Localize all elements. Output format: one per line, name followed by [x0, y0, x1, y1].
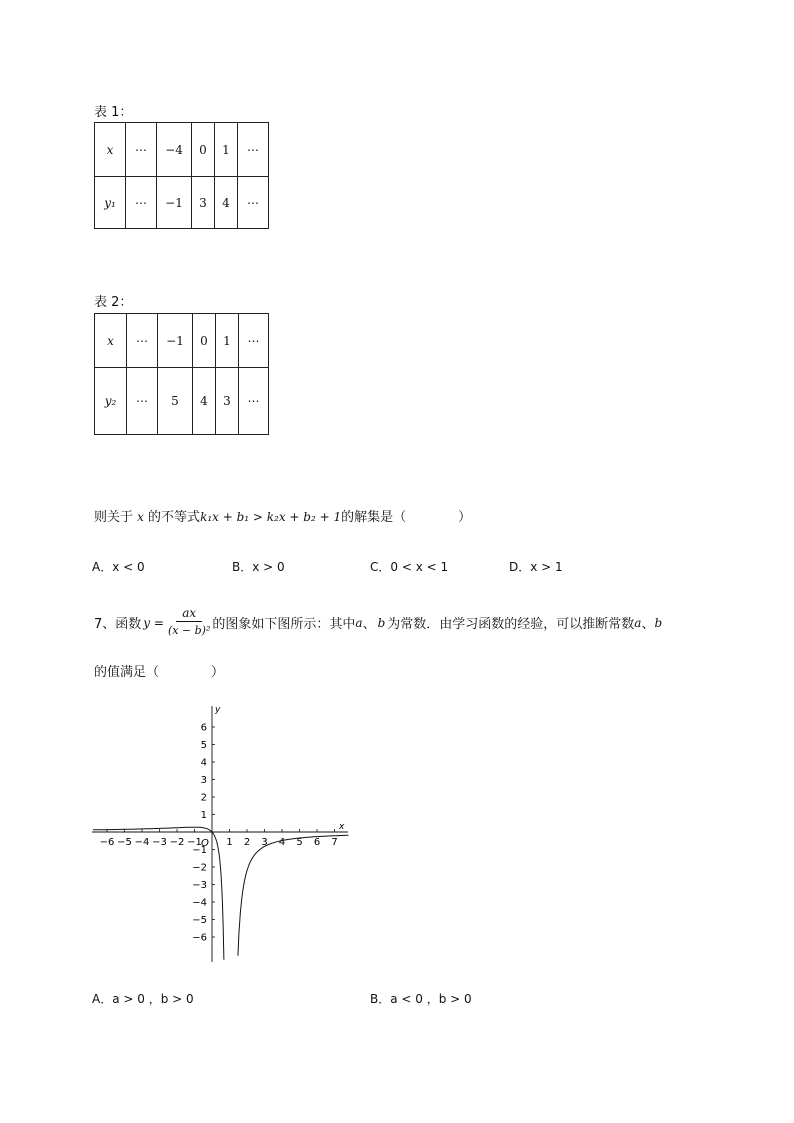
- y-tick-label: −6: [192, 932, 207, 944]
- q7-fraction: [168, 605, 210, 640]
- table2-cell: ⋯: [239, 368, 269, 435]
- table1-cell: ⋯: [238, 123, 269, 177]
- y-tick-label: −5: [192, 915, 207, 926]
- y-tick-label: −3: [192, 880, 207, 891]
- table2-cell: y₂: [95, 368, 127, 435]
- table1-cell: −4: [157, 123, 192, 177]
- table1-cell: ⋯: [126, 177, 157, 229]
- x-tick-label: 2: [243, 837, 251, 848]
- q7-sep2: 、: [641, 617, 655, 632]
- y-tick-label: −4: [192, 897, 207, 909]
- y-tick-label: 5: [200, 740, 207, 751]
- x-axis-label: x: [339, 822, 345, 832]
- q6-stem-pre: 则关于: [94, 510, 138, 525]
- x-tick-label: −5: [117, 837, 132, 848]
- x-tick-label: 6: [313, 837, 321, 848]
- table1-cell: −1: [157, 177, 192, 229]
- value-table-2: [94, 313, 269, 435]
- q7-line2: 的值满足（ ）: [94, 665, 225, 680]
- y-tick-label: −1: [192, 845, 207, 856]
- q7-prefix: 7、函数: [94, 617, 142, 632]
- q6-stem-mid: 的不等式: [143, 510, 201, 525]
- q6-stem-post: 的解集是（ ）: [341, 510, 472, 525]
- x-tick-label: −4: [134, 837, 150, 848]
- x-tick-label: 5: [296, 837, 303, 848]
- table2-cell: ⋯: [127, 368, 158, 435]
- y-tick-label: 4: [200, 757, 207, 769]
- table1-cell: ⋯: [238, 177, 269, 229]
- table2-cell: x: [95, 314, 127, 368]
- table1-cell: x: [95, 123, 126, 177]
- q6-stem-var: x: [137, 510, 144, 524]
- q7-text-after: 的图象如下图所示：其中: [212, 617, 356, 632]
- table2-cell: −1: [158, 314, 193, 368]
- q7-numerator: ax: [176, 605, 202, 622]
- x-tick-label: −6: [99, 837, 115, 848]
- x-tick-label: −1: [187, 837, 202, 848]
- table1-cell: 3: [192, 177, 215, 229]
- q6-option-a[interactable]: A．x < 0: [92, 560, 145, 574]
- table1-cell: 0: [192, 123, 215, 177]
- q7-option-b[interactable]: B．a < 0 ，b > 0: [370, 992, 472, 1006]
- function-graph: [88, 700, 358, 970]
- table2-cell: 1: [216, 314, 239, 368]
- q6-option-d[interactable]: D．x > 1: [509, 560, 563, 574]
- y-tick-label: 2: [200, 792, 207, 804]
- curve-right-branch: [238, 835, 349, 956]
- table2-cell: 4: [193, 368, 216, 435]
- y-tick-label: 1: [200, 810, 207, 821]
- x-tick-label: 3: [261, 837, 268, 848]
- table1-cell: y₁: [95, 177, 126, 229]
- q7-text-mid: 为常数．由学习函数的经验，可以推断常数: [387, 617, 635, 632]
- table1-cell: 4: [215, 177, 238, 229]
- x-tick-label: −2: [169, 837, 185, 848]
- y-tick-label: 3: [200, 775, 207, 786]
- q7-y-eq: y =: [143, 615, 164, 630]
- q7-const-a: a: [355, 615, 363, 630]
- q6-option-c[interactable]: C．0 < x < 1: [370, 560, 449, 574]
- y-tick-label: 6: [200, 722, 207, 734]
- x-tick-label: 1: [226, 837, 233, 848]
- origin-label: O: [201, 838, 209, 849]
- q6-inequality: k₁x + b₁ > k₂x + b₂ + 1: [200, 510, 342, 524]
- q7-option-a[interactable]: A．a > 0 ，b > 0: [92, 992, 194, 1006]
- table2-cell: ⋯: [127, 314, 158, 368]
- x-tick-label: 7: [331, 837, 338, 848]
- q7-denominator: (x − b)²: [167, 624, 211, 637]
- q7-const-a2: a: [634, 615, 642, 630]
- q7-sep: 、: [362, 617, 376, 632]
- q6-stem: [94, 506, 471, 525]
- table2-title: 表 2：: [94, 295, 133, 310]
- table2-cell: 5: [158, 368, 193, 435]
- q6-option-b[interactable]: B．x > 0: [232, 560, 285, 574]
- value-table-1: [94, 122, 269, 229]
- table2-cell: ⋯: [239, 314, 269, 368]
- q7-const-b: b: [377, 615, 386, 630]
- x-tick-label: −3: [152, 837, 167, 848]
- y-axis-label: y: [215, 705, 221, 715]
- q7-const-b2: b: [654, 615, 663, 630]
- table2-cell: 3: [216, 368, 239, 435]
- q7-stem: [94, 605, 662, 640]
- table1-cell: 1: [215, 123, 238, 177]
- table2-cell: 0: [193, 314, 216, 368]
- x-tick-label: 4: [278, 837, 286, 848]
- table1-cell: ⋯: [126, 123, 157, 177]
- table1-title: 表 1：: [94, 105, 133, 120]
- y-tick-label: −2: [192, 862, 207, 874]
